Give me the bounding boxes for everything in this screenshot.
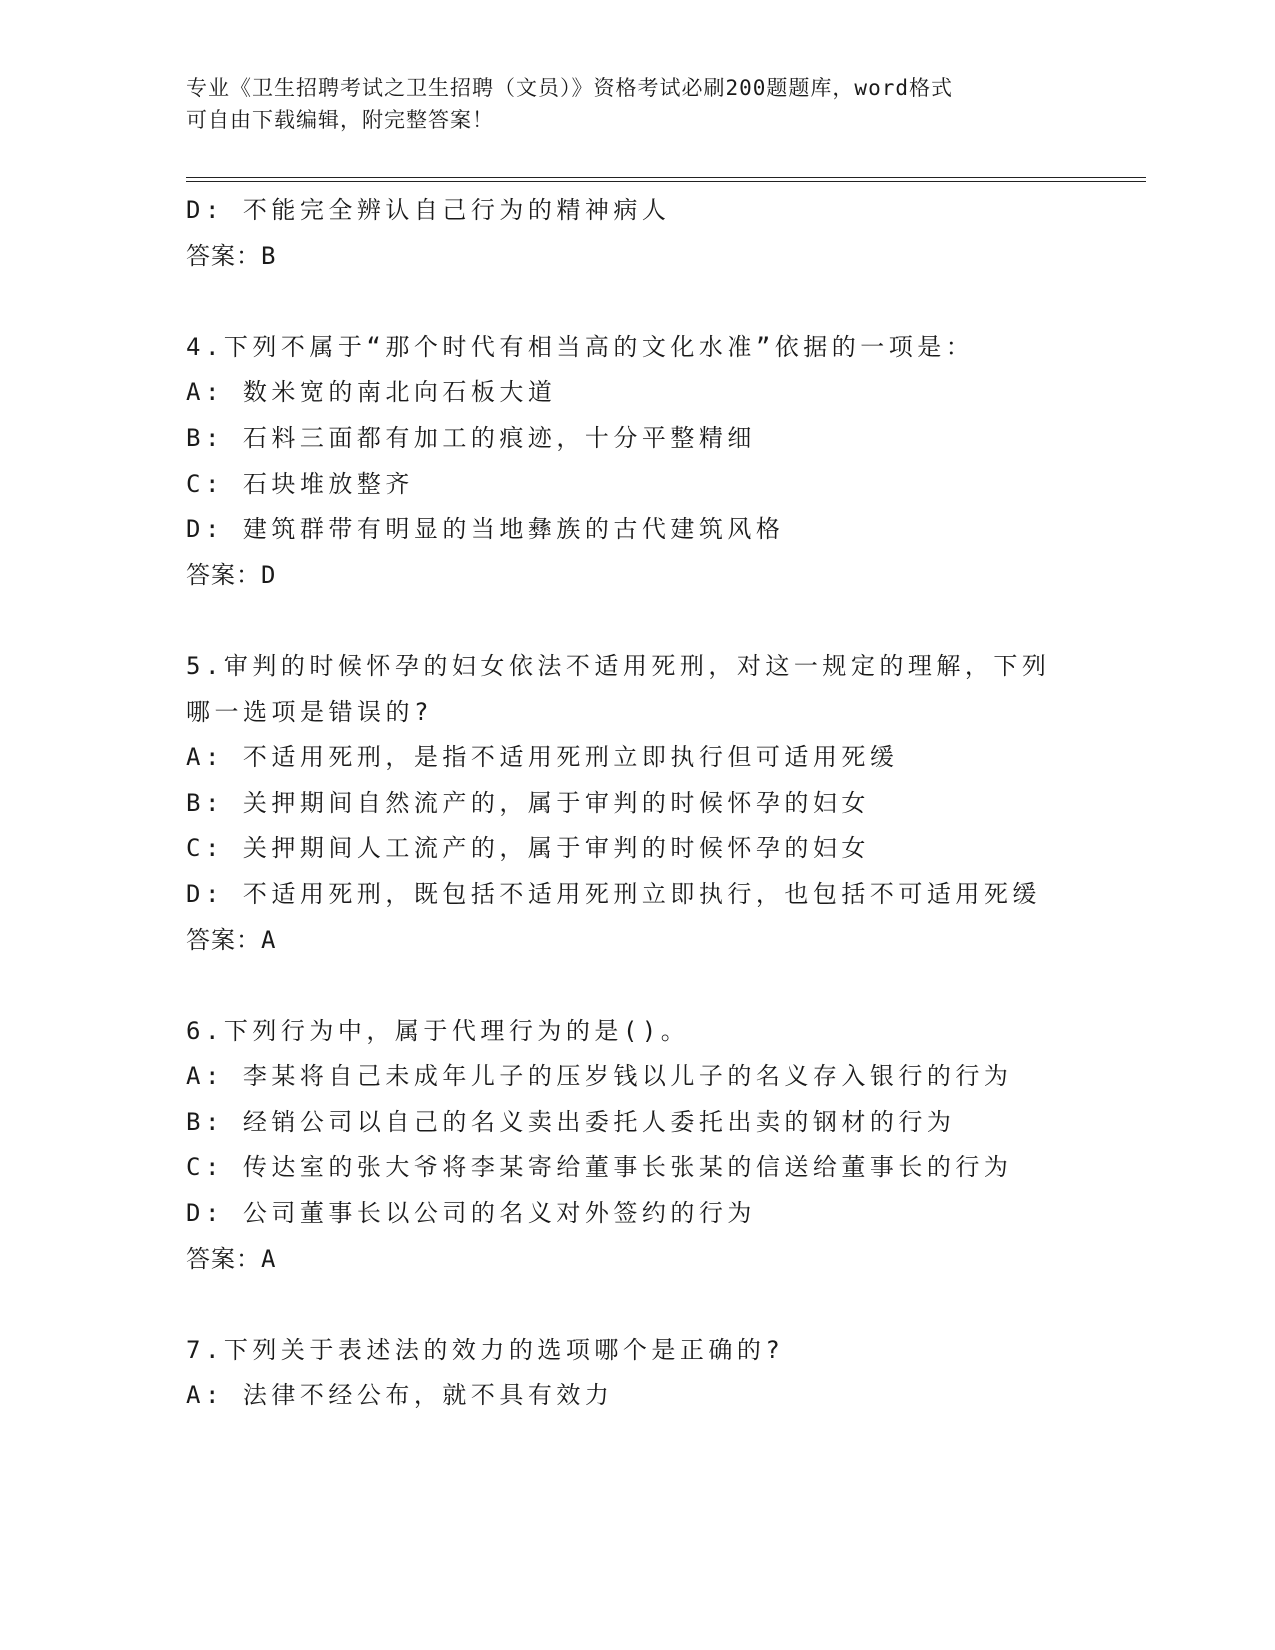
- option-d: D: 不能完全辨认自己行为的精神病人: [186, 196, 671, 224]
- header-line-1: 专业《卫生招聘考试之卫生招聘（文员）》资格考试必刷200题题库，word格式: [186, 76, 953, 100]
- answer-line: 答案：D: [186, 560, 277, 589]
- option-b: B: 关押期间自然流产的，属于审判的时候怀孕的妇女: [186, 788, 870, 817]
- option-a: A: 数米宽的南北向石板大道: [186, 378, 557, 407]
- question-stem: 5.审判的时候怀孕的妇女依法不适用死刑，对这一规定的理解，下列: [186, 651, 1051, 680]
- question-6: [186, 1009, 1066, 1283]
- question-stem: 7.下列关于表述法的效力的选项哪个是正确的?: [186, 1335, 785, 1364]
- header-divider-bottom: [186, 181, 1146, 182]
- question-4: [186, 325, 1066, 599]
- answer-line: 答案：A: [186, 1244, 277, 1273]
- question-stem-continued: 哪一选项是错误的?: [186, 697, 433, 726]
- option-c: C: 关押期间人工流产的，属于审判的时候怀孕的妇女: [186, 834, 870, 863]
- option-a: A: 法律不经公布，就不具有效力: [186, 1381, 614, 1410]
- option-d: D: 公司董事长以公司的名义对外签约的行为: [186, 1199, 756, 1228]
- option-c: C: 石块堆放整齐: [186, 469, 414, 498]
- header-line-2: 可自由下载编辑，附完整答案！: [186, 108, 494, 132]
- option-a: A: 不适用死刑，是指不适用死刑立即执行但可适用死缓: [186, 743, 899, 772]
- document-header: [186, 72, 1066, 136]
- option-d: D: 不适用死刑，既包括不适用死刑立即执行，也包括不可适用死缓: [186, 879, 1041, 908]
- option-b: B: 经销公司以自己的名义卖出委托人委托出卖的钢材的行为: [186, 1107, 956, 1136]
- question-5: [186, 644, 1066, 963]
- header-divider-top: [186, 177, 1146, 178]
- option-b: B: 石料三面都有加工的痕迹，十分平整精细: [186, 423, 756, 452]
- question-stem: 6.下列行为中，属于代理行为的是()。: [186, 1016, 690, 1045]
- answer-line: 答案：B: [186, 241, 277, 270]
- previous-question-tail: [186, 188, 1066, 279]
- option-d: D: 建筑群带有明显的当地彝族的古代建筑风格: [186, 515, 785, 544]
- option-c: C: 传达室的张大爷将李某寄给董事长张某的信送给董事长的行为: [186, 1153, 1013, 1182]
- question-7: [186, 1328, 1066, 1419]
- question-stem: 4.下列不属于“那个时代有相当高的文化水准”依据的一项是：: [186, 332, 975, 361]
- question-list: [186, 188, 1066, 1419]
- answer-line: 答案：A: [186, 925, 277, 954]
- option-a: A: 李某将自己未成年儿子的压岁钱以儿子的名义存入银行的行为: [186, 1062, 1013, 1091]
